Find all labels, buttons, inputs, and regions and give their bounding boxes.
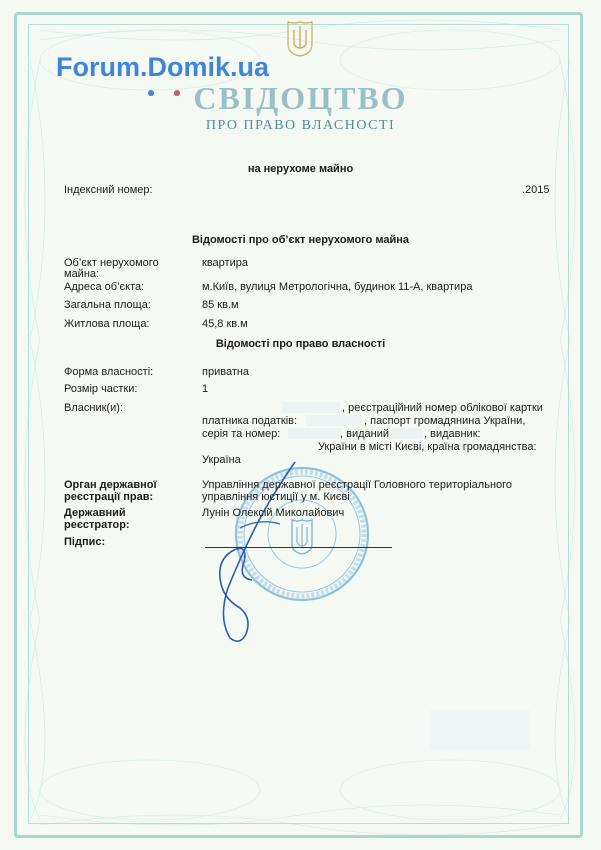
object-value: квартира	[202, 257, 248, 269]
redacted-owner-name	[282, 402, 340, 413]
redacted-issue-date	[392, 428, 422, 439]
signature-line	[205, 547, 392, 548]
signature-label: Підпис:	[64, 536, 106, 548]
object-label: Об’єкт нерухомого	[64, 257, 159, 269]
address-label: Адреса об’єкта:	[64, 281, 145, 293]
registrar-value: Лунін Олексій Миколайович	[202, 507, 345, 519]
redacted-passport	[288, 428, 342, 439]
watermark-text: Forum.Domik.ua	[56, 52, 270, 82]
object-section-heading: Відомості про об’єкт нерухомого майна	[191, 234, 410, 246]
share-size-value: 1	[202, 383, 209, 395]
share-size-label: Розмір частки:	[64, 383, 138, 395]
ownership-form-label: Форма власності:	[64, 366, 154, 378]
registration-organ-label: Орган державної	[64, 479, 157, 491]
owner-line2-value: , паспорт громадянина України,	[364, 415, 526, 427]
index-number-label: Індексний номер:	[64, 184, 153, 196]
owner-label: Власник(и):	[64, 402, 123, 414]
address-value: м.Київ, вулиця Метрологічна, будинок 11-А, квартира	[202, 281, 473, 293]
registration-organ-label-line2: реєстрації прав:	[64, 491, 154, 503]
owner-line2-label: платника податків:	[202, 415, 298, 427]
object-label-line2: майна:	[64, 268, 100, 280]
registrar-label-line2: реєстратор:	[64, 519, 130, 531]
owner-line3-issuer: , видавник:	[424, 428, 481, 440]
registrar-label: Державний	[64, 507, 126, 519]
owner-line5: Україна	[202, 454, 241, 466]
owner-line1: , реєстраційний номер облікової картки	[342, 402, 543, 414]
registration-organ-value-line2: управління юстиції у м. Києві	[202, 491, 350, 503]
faint-hologram-area	[430, 710, 530, 750]
living-area-value: 45,8 кв.м	[202, 318, 248, 330]
redacted-tax-number	[306, 415, 362, 426]
owner-line3-label: серія та номер:	[202, 428, 281, 440]
owner-line3-issued: , виданий	[340, 428, 390, 440]
total-area-value: 85 кв.м	[202, 299, 239, 311]
certificate-title: СВІДОЦТВО	[193, 80, 408, 116]
owner-line4: України в місті Києві, країна громадянства:	[318, 441, 537, 453]
index-number-year: .2015	[522, 184, 550, 196]
total-area-label: Загальна площа:	[64, 299, 151, 311]
ownership-section-heading: Відомості про право власності	[215, 338, 386, 350]
ownership-form-value: приватна	[202, 366, 250, 378]
living-area-label: Житлова площа:	[64, 318, 150, 330]
certificate-subtitle: ПРО ПРАВО ВЛАСНОСТІ	[205, 118, 396, 133]
document-type: на нерухоме майно	[247, 163, 354, 175]
registration-organ-value: Управління державної реєстрації Головного територіального	[202, 479, 513, 491]
trident-emblem-icon	[284, 18, 316, 58]
